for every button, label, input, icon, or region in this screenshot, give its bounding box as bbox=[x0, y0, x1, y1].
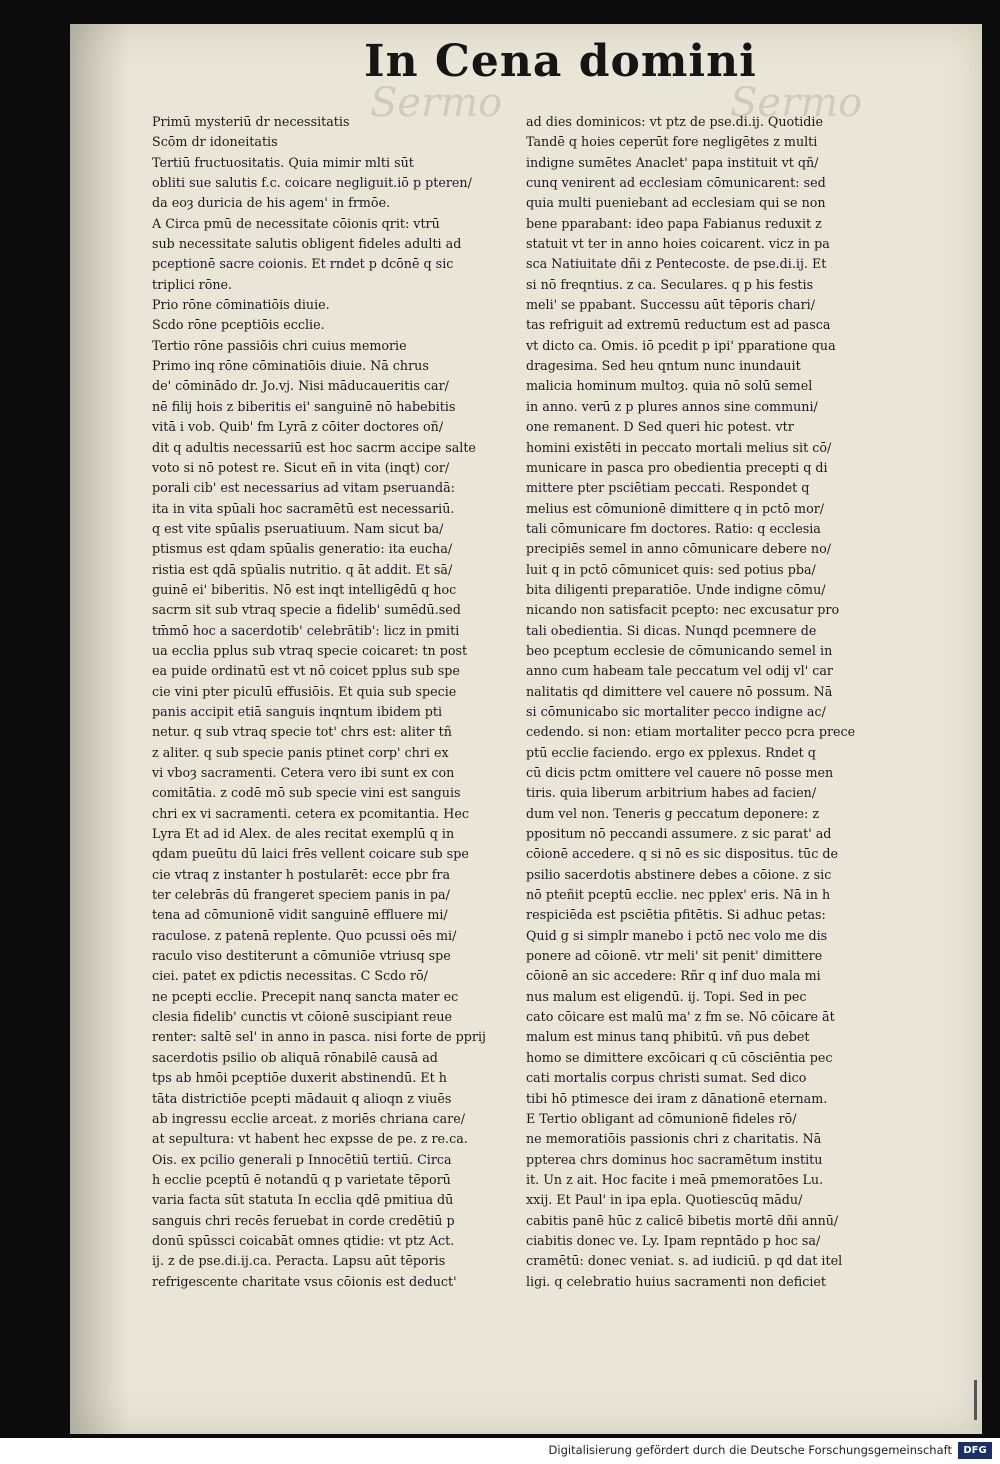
text-line: cunq venirent ad ecclesiam cōmunicarent: sed bbox=[526, 175, 826, 191]
text-line: obliti sue salutis f.c. coicare negliguit.iō p pteren/ bbox=[152, 175, 472, 191]
text-line: Ois. ex pcilio generali p Innocētiū tertiū. Circa bbox=[152, 1151, 452, 1167]
text-line: Lyra Et ad id Alex. de ales recitat exemplū q in bbox=[152, 826, 455, 842]
text-line: ua ecclia pplus sub vtraq specie coicaret: tn post bbox=[152, 642, 468, 658]
text-line: Scdo rōne pceptiōis ecclie. bbox=[152, 317, 325, 333]
text-line: si nō freqntius. z ca. Seculares. q p his festis bbox=[526, 276, 814, 292]
text-line: tiris. quia liberum arbitrium habes ad facien/ bbox=[526, 785, 817, 801]
text-line: indigne sumētes Anaclet' papa instituit vt qñ/ bbox=[526, 154, 819, 170]
text-line: ne pcepti ecclie. Precepit nanq sancta mater ec bbox=[152, 988, 459, 1004]
text-line: chri ex vi sacramenti. cetera ex pcomitantia. Hec bbox=[152, 805, 469, 821]
text-line: renter: saltē sel' in anno in pasca. nisi forte de pprij bbox=[152, 1029, 486, 1045]
text-line: anno cum habeam tale peccatum vel odij vl' car bbox=[526, 663, 833, 679]
text-line: municare in pasca pro obedientia precepti q di bbox=[526, 459, 828, 475]
bleed-through-text-left: Sermo bbox=[370, 80, 503, 126]
text-line: refrigescente charitate vsus cōionis est deduct' bbox=[152, 1273, 457, 1289]
text-line: dit q adultis necessariū est hoc sacrm accipe salte bbox=[152, 439, 476, 455]
text-line: porali cib' est necessarius ad vitam pseruandā: bbox=[152, 480, 455, 496]
text-line: tali cōmunicare fm doctores. Ratio: q ecclesia bbox=[526, 520, 821, 536]
bleed-through-text-right: Sermo bbox=[730, 80, 863, 126]
text-line: pceptionē sacre coionis. Et rndet p dcōnē q sic bbox=[152, 256, 454, 272]
text-line: quia multi pueniebant ad ecclesiam qui se non bbox=[526, 195, 826, 211]
text-line: beo pceptum ecclesie de cōmunicando semel in bbox=[526, 642, 833, 658]
text-line: varia facta sūt statuta In ecclia qdē pmitiua dū bbox=[152, 1192, 454, 1208]
text-line: sanguis chri recēs feruebat in corde credētiū p bbox=[152, 1212, 455, 1228]
text-line: sacrm sit sub vtraq specie a fidelib' sumēdū.sed bbox=[152, 602, 461, 618]
text-line: bita diligenti preparatiōe. Unde indigne cōmu/ bbox=[526, 581, 826, 597]
text-line: tali obedientia. Si dicas. Nunqd pcemnere de bbox=[526, 622, 817, 638]
text-line: A Circa pmū de necessitate cōionis qrit: vtrū bbox=[152, 215, 440, 231]
funding-credit: Digitalisierung gefördert durch die Deutsche Forschungsgemeinschaft bbox=[548, 1443, 952, 1457]
text-line: Prio rōne cōminatiōis diuie. bbox=[152, 297, 330, 313]
text-line: vi vboȝ sacramenti. Cetera vero ibi sunt ex con bbox=[152, 765, 455, 780]
text-line: ad dies dominicos: vt ptz de pse.di.ij. Quotidie bbox=[526, 114, 823, 129]
text-line: tāta districtiōe pcepti mādauit q alioqn z viuēs bbox=[152, 1090, 452, 1106]
text-line: Tertiū fructuositatis. Quia mimir mlti sūt bbox=[152, 154, 414, 170]
text-line: dum vel non. Teneris g peccatum deponere: z bbox=[526, 805, 820, 821]
text-line: dragesima. Sed heu qntum nunc inundauit bbox=[526, 358, 801, 374]
text-line: guinē ei' biberitis. Nō est inqt intelligēdū q hoc bbox=[152, 581, 457, 597]
text-line: triplici rōne. bbox=[152, 276, 233, 292]
text-line: melius est cōmunionē dimittere q in pctō mor/ bbox=[526, 500, 825, 516]
text-line: vt dicto ca. Omis. iō pcedit p ipi' pparatione qua bbox=[526, 337, 836, 353]
text-line: cie vtraq z instanter h postularēt: ecce pbr fra bbox=[152, 866, 451, 882]
page-heading: In Cena domini bbox=[364, 36, 757, 87]
text-line: cedendo. si non: etiam mortaliter pecco pcra prece bbox=[526, 724, 856, 740]
text-line: meli' se ppabant. Successu aūt tēporis chari/ bbox=[526, 297, 816, 313]
text-line: qdam pueūtu dū laici frēs vellent coicare sub spe bbox=[152, 846, 469, 862]
text-line: cati mortalis corpus christi sumat. Sed dico bbox=[526, 1070, 807, 1086]
text-line: sacerdotis psilio ob aliquā rōnabilē causā ad bbox=[152, 1049, 438, 1065]
dfg-logo: DFG bbox=[958, 1442, 992, 1459]
text-line: sub necessitate salutis obligent fideles adulti ad bbox=[152, 236, 462, 252]
text-line: Scōm dr idoneitatis bbox=[152, 134, 278, 150]
text-line: si cōmunicabo sic mortaliter pecco indigne ac/ bbox=[526, 703, 826, 719]
text-line: statuit vt ter in anno hoies coicarent. vicz in pa bbox=[526, 236, 830, 252]
text-line: cie vini pter piculū effusiōis. Et quia sub specie bbox=[152, 683, 457, 699]
text-line: ligi. q celebratio huius sacramenti non deficiet bbox=[526, 1273, 826, 1289]
text-line: tibi hō ptimesce dei iram z dānationē eternam. bbox=[526, 1090, 828, 1106]
text-line: malum est minus tanq phibitū. vñ pus debet bbox=[526, 1029, 810, 1045]
scan-edge-marker bbox=[974, 1380, 977, 1420]
text-line: in anno. verū z p plures annos sine communi/ bbox=[526, 398, 818, 414]
text-line: Tertio rōne passiōis chri cuius memorie bbox=[152, 337, 407, 353]
text-line: nē filij hois z biberitis ei' sanguinē nō habebitis bbox=[152, 398, 456, 414]
text-line: h ecclie pceptū ē notandū q p varietate tēporū bbox=[152, 1171, 451, 1187]
text-line: da eoȝ duricia de his agem' in frmōe. bbox=[152, 195, 391, 211]
text-line: ppterea chrs dominus hoc sacramētum institu bbox=[526, 1151, 823, 1167]
text-line: Primo inq rōne cōminatiōis diuie. Nā chrus bbox=[152, 358, 429, 374]
text-line: ter celebrās dū frangeret speciem panis in pa/ bbox=[152, 887, 450, 903]
left-text-column bbox=[152, 112, 562, 1292]
text-line: respiciēda est psciētia pfitētis. Si adhuc petas: bbox=[526, 907, 826, 923]
text-line: ita in vita spūali hoc sacramētū est necessariū. bbox=[152, 500, 455, 516]
text-line: raculose. z patenā replente. Quo pcussi oēs mi/ bbox=[152, 927, 457, 943]
text-line: tm̄mō hoc a sacerdotib' celebrātib': licz in pmiti bbox=[152, 622, 460, 638]
text-line: nicando non satisfacit pcepto: nec excusatur pro bbox=[526, 602, 840, 618]
text-line: it. Un z ait. Hoc facite i meā pmemoratōes Lu. bbox=[526, 1171, 824, 1187]
text-line: voto si nō potest re. Sicut eñ in vita (inqt) cor/ bbox=[152, 459, 450, 475]
text-line: ponere ad cōionē. vtr meli' sit penit' dimittere bbox=[526, 948, 823, 964]
text-line: ciei. patet ex pdictis necessitas. C Scdo rō/ bbox=[152, 968, 428, 984]
footer-bar bbox=[0, 1438, 1000, 1464]
text-line: ptismus est qdam spūalis generatio: ita eucha/ bbox=[152, 541, 453, 557]
text-line: nō pteñit pceptū ecclie. nec pplex' eris. Nā in h bbox=[526, 887, 831, 903]
text-line: cōionē an sic accedere: Rñr q inf duo mala mi bbox=[526, 968, 821, 984]
page-gutter-shadow bbox=[70, 24, 130, 1434]
text-line: one remanent. D Sed queri hic potest. vtr bbox=[526, 419, 794, 435]
text-line: nus malum est eligendū. ij. Topi. Sed in pec bbox=[526, 988, 807, 1004]
text-line: E Tertio obligant ad cōmunionē fideles rō/ bbox=[526, 1110, 797, 1126]
text-line: ristia est qdā spūalis nutritio. q āt addit. Et sā/ bbox=[152, 561, 453, 577]
text-line: panis accipit etiā sanguis inqntum ibidem pti bbox=[152, 703, 443, 719]
text-line: q est vite spūalis pseruatiuum. Nam sicut ba/ bbox=[152, 520, 444, 536]
text-line: ne memoratiōis passionis chri z charitatis. Nā bbox=[526, 1131, 822, 1147]
text-line: malicia hominum multoȝ. quia nō solū semel bbox=[526, 378, 813, 394]
text-line: bene pparabant: ideo papa Fabianus reduxit z bbox=[526, 215, 822, 231]
text-line: comitātia. z codē mō sub specie vini est sanguis bbox=[152, 785, 461, 801]
text-line: tena ad cōmunionē vidit sanguinē effluere mi/ bbox=[152, 907, 448, 923]
text-line: ptū ecclie faciendo. ergo ex pplexus. Rndet q bbox=[526, 744, 816, 760]
text-line: precipiēs semel in anno cōmunicare debere no/ bbox=[526, 541, 831, 557]
text-line: vitā i vob. Quib' fm Lyrā z cōiter doctores oñ/ bbox=[152, 419, 444, 435]
text-line: homo se dimittere excōicari q cū cōsciēntia pec bbox=[526, 1049, 833, 1065]
text-line: ppositum nō peccandi assumere. z sic parat' ad bbox=[526, 826, 832, 842]
text-line: Primū mysteriū dr necessitatis bbox=[152, 114, 350, 129]
text-line: tps ab hmōi pceptiōe duxerit abstinendū. Et h bbox=[152, 1070, 447, 1086]
text-line: Tandē q hoies ceperūt fore negligētes z multi bbox=[526, 134, 818, 150]
text-line: mittere pter psciētiam peccati. Respondet q bbox=[526, 480, 810, 496]
text-line: cato cōicare est malū ma' z fm se. Nō cōicare āt bbox=[526, 1009, 835, 1025]
text-line: ij. z de pse.di.ij.ca. Peracta. Lapsu aūt tēporis bbox=[152, 1253, 446, 1269]
text-line: xxij. Et Paul' in ipa epla. Quotiescūq mādu/ bbox=[526, 1192, 803, 1208]
text-line: at sepultura: vt habent hec expsse de pe. z re.ca. bbox=[152, 1131, 468, 1147]
text-line: homini existēti in peccato mortali melius sit cō/ bbox=[526, 439, 832, 455]
text-line: z aliter. q sub specie panis ptinet corp' chri ex bbox=[152, 744, 449, 760]
text-line: Quid g si simplr manebo i pctō nec volo me dis bbox=[526, 927, 828, 943]
text-line: ciabitis donec ve. Ly. Ipam repntādo p hoc sa/ bbox=[526, 1232, 821, 1248]
text-line: cū dicis pctm omittere vel cauere nō posse men bbox=[526, 765, 834, 780]
text-line: psilio sacerdotis abstinere debes a cōione. z sic bbox=[526, 866, 832, 882]
text-line: luit q in pctō cōmunicet quis: sed potius pba/ bbox=[526, 561, 816, 577]
text-line: raculo viso destiterunt a cōmuniōe vtriusq spe bbox=[152, 948, 451, 964]
text-line: ea puide ordinatū est vt nō coicet pplus sub spe bbox=[152, 663, 460, 679]
text-line: ab ingressu ecclie arceat. z moriēs chriana care/ bbox=[152, 1110, 466, 1126]
text-line: sca Natiuitate dñi z Pentecoste. de pse.di.ij. Et bbox=[526, 256, 827, 272]
text-line: de' cōminādo dr. Jo.vj. Nisi māducaueritis car/ bbox=[152, 378, 449, 394]
text-line: netur. q sub vtraq specie tot' chrs est: aliter tñ bbox=[152, 724, 452, 740]
text-line: cabitis panē hūc z calicē bibetis mortē dñi annū/ bbox=[526, 1212, 839, 1228]
text-line: nalitatis qd dimittere vel cauere nō possum. Nā bbox=[526, 683, 833, 699]
text-line: cramētū: donec veniat. s. ad iudiciū. p qd dat itel bbox=[526, 1253, 843, 1269]
right-text-column bbox=[526, 112, 906, 1292]
text-line: cōionē accedere. q si nō es sic dispositus. tūc de bbox=[526, 846, 838, 862]
text-line: donū spūssci coicabāt omnes qtidie: vt ptz Act. bbox=[152, 1232, 455, 1248]
text-line: tas refriguit ad extremū reductum est ad pasca bbox=[526, 317, 831, 333]
text-line: clesia fidelib' cunctis vt cōionē suscipiant reue bbox=[152, 1009, 453, 1025]
